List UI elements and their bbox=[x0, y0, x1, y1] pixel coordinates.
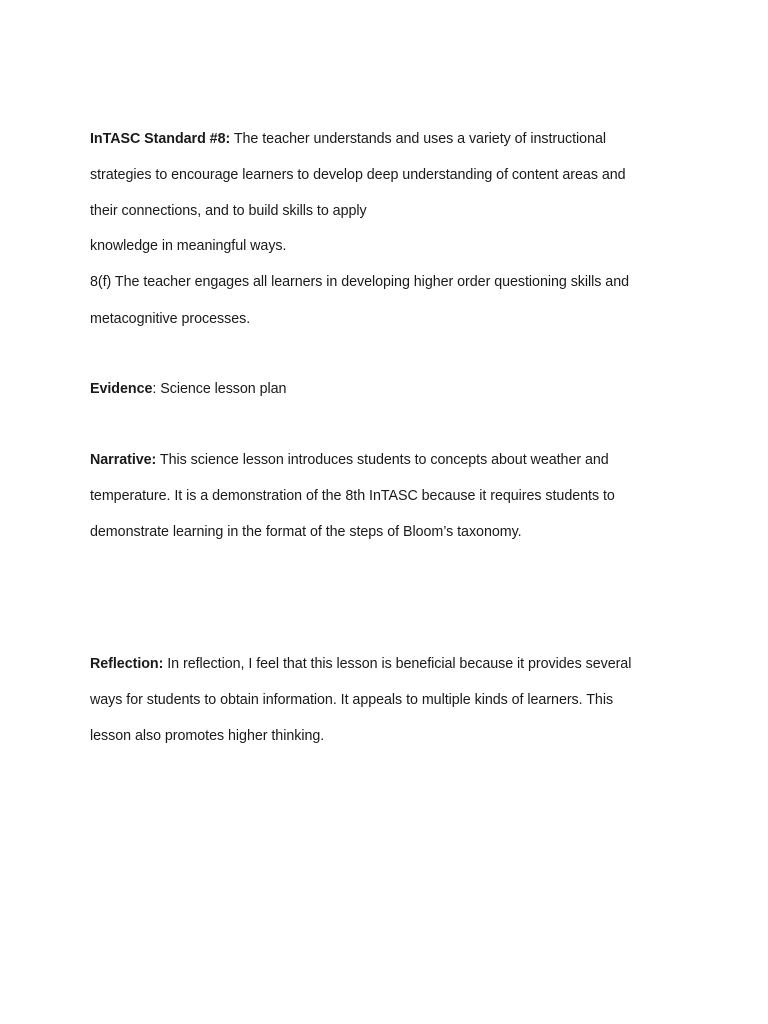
reflection-line-2: ways for students to obtain information. It appeals to multiple kinds of learners. This bbox=[90, 692, 614, 708]
evidence-label: Evidence bbox=[90, 381, 153, 397]
standard-label: InTASC Standard #8: bbox=[90, 131, 231, 147]
narrative-line-1 bbox=[90, 451, 609, 469]
reflection-text-1: In reflection, I feel that this lesson is beneficial because it provides several bbox=[163, 656, 632, 672]
standard-line-2: strategies to encourage learners to develop deep understanding of content areas and bbox=[90, 167, 626, 183]
standard-line-5: 8(f) The teacher engages all learners in developing higher order questioning skills and bbox=[90, 274, 630, 290]
standard-line-3: their connections, and to build skills to apply bbox=[90, 203, 367, 219]
standard-line-1 bbox=[90, 130, 606, 148]
reflection-label: Reflection: bbox=[90, 656, 164, 672]
narrative-line-3: demonstrate learning in the format of the steps of Bloom’s taxonomy. bbox=[90, 524, 522, 540]
reflection-line-1 bbox=[90, 655, 631, 673]
standard-line-4: knowledge in meaningful ways. bbox=[90, 238, 287, 254]
standard-line-6: metacognitive processes. bbox=[90, 311, 251, 327]
narrative-label: Narrative: bbox=[90, 452, 157, 468]
narrative-text-1: This science lesson introduces students to concepts about weather and bbox=[156, 452, 609, 468]
reflection-line-3: lesson also promotes higher thinking. bbox=[90, 728, 325, 744]
standard-text-1: The teacher understands and uses a variety of instructional bbox=[230, 131, 607, 147]
narrative-line-2: temperature. It is a demonstration of the 8th InTASC because it requires students to bbox=[90, 488, 615, 504]
evidence-line bbox=[90, 380, 286, 398]
evidence-text: : Science lesson plan bbox=[152, 381, 287, 397]
